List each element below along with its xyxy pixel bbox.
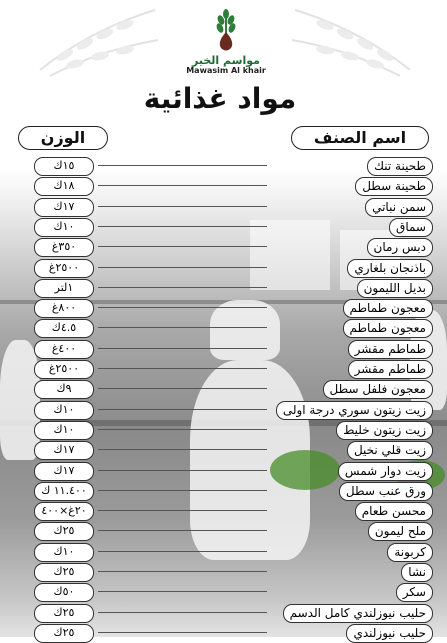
leader-line [98,388,267,389]
list-item [0,401,447,419]
list-item [0,380,447,398]
brand-name-arabic: مواسم الخير [192,54,260,67]
weight-header: الوزن [18,126,108,150]
item-weight: ٥٠ك [34,583,94,602]
item-weight: ١٠ك [34,543,94,562]
list-item [0,360,447,378]
list-item [0,583,447,601]
item-name: باذنجان بلغاري [347,259,433,278]
item-name: معجون فلفل سطل [323,380,433,399]
item-weight: ١٥ك [34,157,94,176]
list-item [0,462,447,480]
leader-line [98,571,267,572]
leader-line [98,470,267,471]
leader-line [98,226,267,227]
item-name: دبس رمان [367,238,434,257]
list-item [0,522,447,540]
item-name: طحينة تنك [367,157,433,176]
item-weight: ٢٠غ×٤٠٠ [34,502,94,521]
brand-logo [181,6,271,76]
item-weight: ١٠ك [34,401,94,420]
list-item [0,563,447,581]
item-weight: ٢٥٠٠غ [34,259,94,278]
item-name: معجون طماطم [343,299,433,318]
item-name: محسن طعام [355,502,433,521]
item-name: ورق عنب سطل [339,482,433,501]
list-item [0,299,447,317]
list-item [0,441,447,459]
item-name: زيت دوار شمس [338,462,433,481]
item-name: زيت قلي نخيل [347,441,433,460]
item-name: طماطم مقشر [348,360,433,379]
list-item [0,218,447,236]
leader-line [98,368,267,369]
wheat-drop-logo-icon [181,6,271,54]
list-item [0,319,447,337]
item-name: سكر [396,583,433,602]
item-name: سمن نباتي [365,198,433,217]
item-weight: ٤.٥ك [34,319,94,338]
list-item [0,624,447,642]
item-weight: ٩ك [34,380,94,399]
leader-line [98,185,267,186]
item-weight: ١لتر [34,279,94,298]
leader-line [98,490,267,491]
list-item [0,198,447,216]
leader-line [98,165,267,166]
leader-line [98,327,267,328]
item-weight: ٨٠٠غ [34,299,94,318]
leader-line [98,530,267,531]
item-weight: ١٠ك [34,421,94,440]
item-weight: ١٧ك [34,441,94,460]
list-item [0,279,447,297]
item-weight: ٢٥ك [34,604,94,623]
leader-line [98,632,267,633]
item-name: زيت زيتون سوري درجة اولى [276,401,433,420]
item-name: معجون طماطم [343,319,433,338]
list-item [0,502,447,520]
leader-line [98,591,267,592]
list-item [0,543,447,561]
leader-line [98,449,267,450]
item-weight: ٢٥ك [34,522,94,541]
item-name: بديل الليمون [357,279,433,298]
wheat-decoration-icon [30,0,160,80]
item-name: ملح ليمون [368,522,433,541]
list-item [0,340,447,358]
item-name: نشا [401,563,433,582]
item-name-header: اسم الصنف [291,126,429,150]
leader-line [98,307,267,308]
item-weight: ٤٠٠غ [34,340,94,359]
leader-line [98,206,267,207]
leader-line [98,510,267,511]
list-item [0,482,447,500]
list-item [0,177,447,195]
leader-line [98,612,267,613]
leader-line [98,551,267,552]
item-name: سماق [389,218,433,237]
item-name: طماطم مقشر [348,340,433,359]
item-weight: ١٧ك [34,198,94,217]
list-item [0,259,447,277]
item-weight: ٢٥ك [34,563,94,582]
leader-line [98,348,267,349]
item-weight: ٢٥٠٠غ [34,360,94,379]
item-weight: ١٧ك [34,462,94,481]
leader-line [98,246,267,247]
item-name: حليب نيوزلندي كامل الدسم [283,604,433,623]
item-weight: ١١.٤٠٠ ك [34,482,94,501]
list-item [0,238,447,256]
brand-name-english: Mawasim Al khair [186,66,266,75]
item-name: زيت زيتون خليط [336,421,433,440]
leader-line [98,267,267,268]
item-weight: ١٠ك [34,218,94,237]
list-item [0,604,447,622]
leader-line [98,429,267,430]
item-name: حليب نيوزلندي [346,624,433,643]
leader-line [98,409,267,410]
page-title: مواد غذائية [143,82,297,115]
item-name: طحينة سطل [355,177,433,196]
item-weight: ٣٥٠غ [34,238,94,257]
item-weight: ١٨ك [34,177,94,196]
list-item [0,421,447,439]
leader-line [98,287,267,288]
list-item [0,157,447,175]
wheat-decoration-icon [290,0,420,80]
item-weight: ٢٥ك [34,624,94,643]
item-name: كربونة [387,543,433,562]
